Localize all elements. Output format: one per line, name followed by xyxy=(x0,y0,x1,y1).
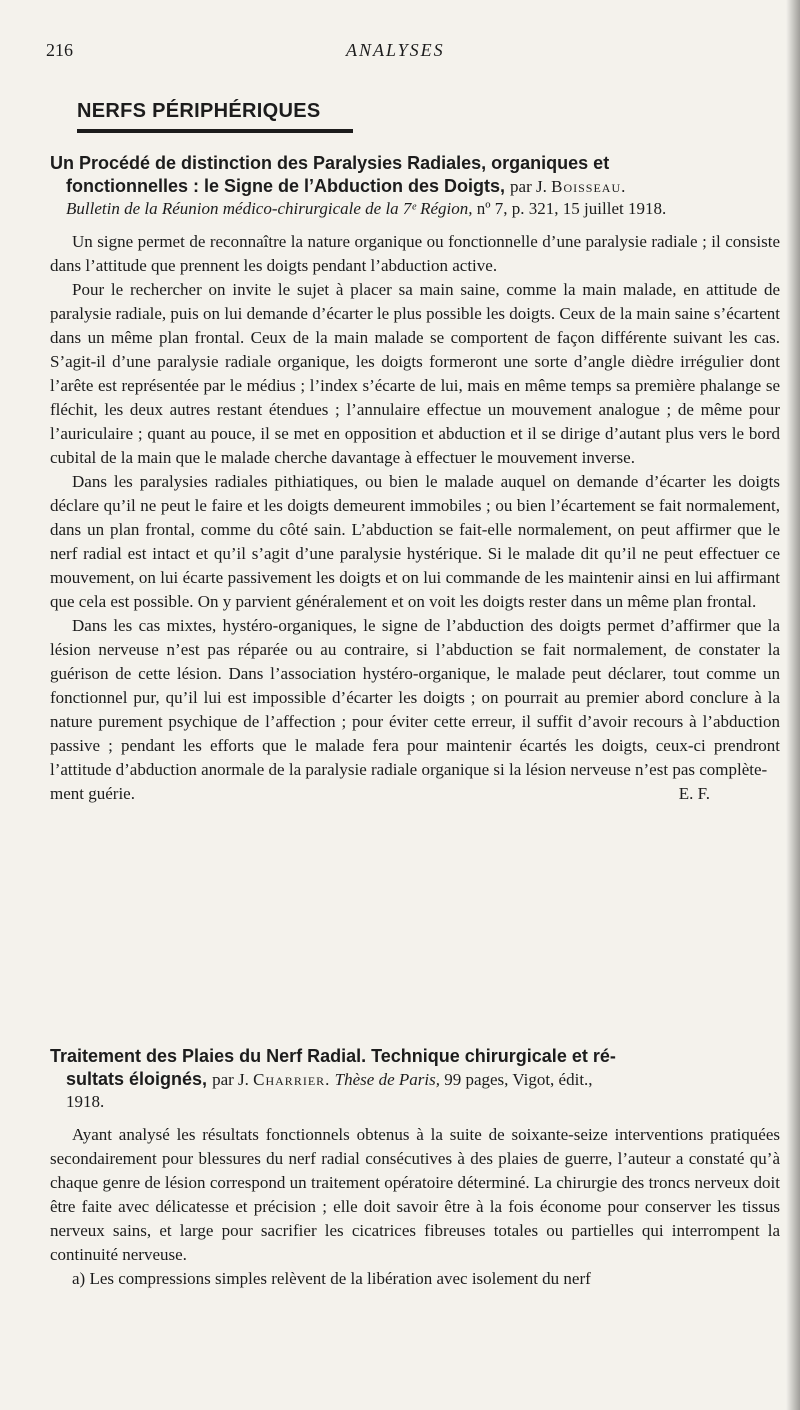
page-number: 216 xyxy=(46,40,73,60)
publication-year: 1918. xyxy=(66,1092,105,1111)
article-title xyxy=(50,1045,780,1091)
article-title xyxy=(50,152,780,198)
article-body xyxy=(50,230,780,806)
byline xyxy=(212,1070,592,1089)
byline-prefix: par J. xyxy=(510,177,547,196)
byline-prefix: par J. xyxy=(212,1070,249,1089)
journal-name: Bulletin de la Réunion médico-chirurgicale de la 7ᵉ Région, xyxy=(66,199,473,218)
paragraph: Ayant analysé les résultats fonctionnels obtenus à la suite de soixante-seize interventions pratiquées secondairement pour blessures du nerf radial consécutives à des plaies de guerre, l’auteur a constaté qu’à chaque genre de lésion correspond un traitement opératoire déterminé. La chirurgie des troncs nerveux doit être faite avec délicatesse et précision ; elle doit savoir être à la fois économe pour conserver les tissus nerveux sains, et large pour sacrifier les cicatrices fibreuses totales ou partielles qui interrompent la continuité nerveuse. xyxy=(50,1125,780,1264)
reference-details: nº 7, p. 321, 15 juillet 1918. xyxy=(476,199,667,218)
author-name: Charrier. xyxy=(253,1070,331,1089)
journal-name: Thèse de Paris, xyxy=(334,1070,440,1089)
paragraph: Dans les cas mixtes, hystéro-organiques, le signe de l’abduction des doigts permet d’affirmer que la lésion nerveuse n’est pas réparée ou au contraire, si l’abduction se fait normalement, de constater la guérison de cette lésion. Dans l’association hystéro-organique, le malade peut déclarer, tout comme un fonctionnel pur, qu’il lui est impossible d’écarter les doigts ; on pourrait au premier abord conclure à la nature purement psychique de l’affection ; pour éviter cette erreur, il suffit d’avoir recours à l’abduction passive ; pendant les efforts que le malade fera pour maintenir écartés les doigts, ceux-ci prendront l’attitude d’abduction anormale de la paralysie radiale organique si la lésion nerveuse n’est pas complète- xyxy=(50,616,780,779)
author-name: Boisseau. xyxy=(551,177,627,196)
article-title-line1: Un Procédé de distinction des Paralysies Radiales, organiques et xyxy=(50,153,610,173)
article-title-line2: fonctionnelles : le Signe de l’Abduction des Doigts, xyxy=(66,176,506,196)
running-title: ANALYSES xyxy=(346,40,445,60)
journal-reference xyxy=(50,198,780,220)
article-abduction-sign xyxy=(50,152,780,806)
article-body xyxy=(50,1123,780,1291)
closing-line xyxy=(50,782,780,806)
last-line: ment guérie. xyxy=(50,784,135,803)
article-title-line2: sultats éloignés, xyxy=(66,1069,208,1089)
signature: E. F. xyxy=(678,784,710,803)
paragraph: Pour le rechercher on invite le sujet à placer sa main saine, comme la main malade, en attitude de paralysie radiale, puis on lui demande d’écarter le plus possible les doigts. Ceux de la main saine s’écartent dans un même plan frontal. Ceux de la main malade se comportent de façon différente suivant les cas. S’agit-il d’une paralysie radiale organique, les doigts formeront une sorte d’angle dièdre irrégulier dont l’arête est représentée par le médius ; l’index s’écarte de lui, mais en même temps sa première phalange se fléchit, les deux autres restant étendues ; l’annulaire effectue un mouvement analogue ; de même pour l’auriculaire ; quant au pouce, il se met en opposition et abduction et il se dirige d’autant plus vers le bord cubital de la main que le malade cherche davantage à effectuer le mouvement inverse. xyxy=(50,280,780,467)
section-title: NERFS PÉRIPHÉRIQUES xyxy=(77,100,321,122)
byline xyxy=(510,177,626,196)
page-edge-shadow xyxy=(786,0,800,1410)
paragraph: Dans les paralysies radiales pithiatiques, ou bien le malade auquel on demande d’écarter les doigts déclare qu’il ne peut le faire et les doigts demeurent immobiles ; ou bien l’écartement se fait normalement, dans un plan frontal, comme du côté sain. L’abduction se fait-elle normalement, on peut affirmer que le nerf radial est intact et qu’il s’agit d’une paralysie hystérique. Si le malade dit qu’il ne peut effectuer ce mouvement, on lui écarte passivement les doigts et on lui commande de les maintenir ainsi en lui affirmant que cela est possible. On y parvient généralement et on voit les doigts rester dans un même plan frontal. xyxy=(50,472,780,611)
paragraph: a) Les compressions simples relèvent de la libération avec isolement du nerf xyxy=(72,1269,591,1288)
section-rule xyxy=(77,129,353,133)
section-heading xyxy=(77,100,357,133)
reference-tail: 99 pages, Vigot, édit., xyxy=(444,1070,593,1089)
article-radial-nerve-wounds xyxy=(50,1045,780,1291)
paragraph: Un signe permet de reconnaître la nature organique ou fonctionnelle d’une paralysie radiale ; il consiste dans l’attitude que prennent les doigts pendant l’abduction active. xyxy=(50,232,780,275)
running-header xyxy=(46,40,760,66)
article-title-line1: Traitement des Plaies du Nerf Radial. Technique chirurgicale et ré- xyxy=(50,1046,616,1066)
